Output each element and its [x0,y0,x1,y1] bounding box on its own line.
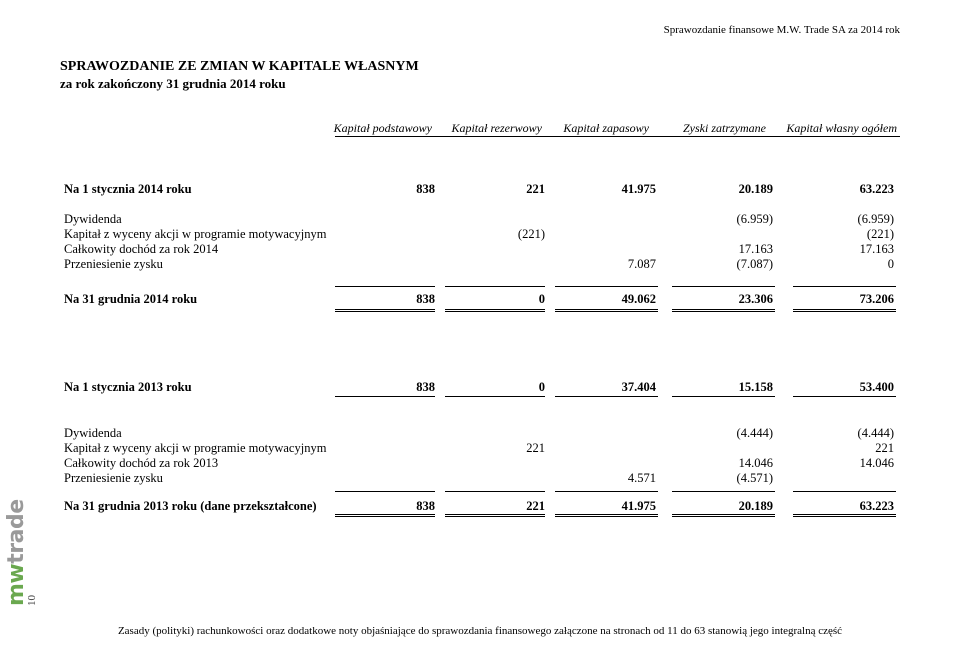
subtotal-rule [672,491,775,492]
cell: 17.163 [738,242,773,256]
subtotal-rule [445,396,545,397]
table-row [64,257,904,273]
total-rule [445,309,545,312]
cell: (6.959) [736,212,773,226]
total-rule [555,514,658,517]
row-label: Przeniesienie zysku [64,471,163,485]
cell: 838 [416,182,435,196]
cell: 221 [875,441,894,455]
column-header-retained-earnings: Zyski zatrzymane [683,121,766,135]
statement-title: SPRAWOZDANIE ZE ZMIAN W KAPITALE WŁASNYM [60,59,419,74]
row-label: Kapitał z wyceny akcji w programie motywacyjnym [64,227,327,241]
table-row-opening-2014 [64,182,904,198]
cell: (6.959) [857,212,894,226]
cell: (4.444) [857,426,894,440]
subtotal-rule [445,491,545,492]
cell: 0 [538,380,545,394]
cell: 49.062 [621,292,656,306]
subtotal-rule [555,396,658,397]
total-rule [793,309,896,312]
row-label: Dywidenda [64,212,122,226]
row-label: Na 31 grudnia 2013 roku (dane przekształcone) [64,499,317,513]
row-label: Całkowity dochód za rok 2013 [64,456,219,470]
cell: (7.087) [736,257,773,271]
total-rule [672,309,775,312]
row-label: Na 31 grudnia 2014 roku [64,292,198,306]
logo-mw: mw [4,563,29,606]
table-row-closing-2013 [64,499,904,515]
statement-subtitle: za rok zakończony 31 grudnia 2014 roku [60,76,286,91]
cell: 20.189 [738,182,773,196]
cell: 14.046 [738,456,773,470]
cell: 15.158 [738,380,773,394]
column-header-supplementary-capital: Kapitał zapasowy [563,121,649,135]
cell: 838 [416,292,435,306]
subtotal-rule [793,491,896,492]
table-row-closing-2014 [64,292,904,308]
footer-note: Zasady (polityki) rachunkowości oraz dodatkowe noty objaśniające do sprawozdania finansowego załączone na stronach od 11 do 63 stanowią jego integralną część [117,625,843,637]
subtotal-rule [335,396,435,397]
total-rule [672,514,775,517]
cell: 221 [526,499,545,513]
table-row [64,456,904,472]
row-label: Przeniesienie zysku [64,257,163,271]
company-logo [4,499,29,606]
column-header-reserve-capital: Kapitał rezerwowy [451,121,542,135]
cell: 838 [416,380,435,394]
cell: 41.975 [621,499,656,513]
cell: 4.571 [627,471,656,485]
row-label: Na 1 stycznia 2013 roku [64,380,192,394]
cell: (221) [517,227,545,241]
row-label: Dywidenda [64,426,122,440]
subtotal-rule [335,286,435,287]
column-header-total-equity: Kapitał własny ogółem [786,121,897,135]
subtotal-rule [335,491,435,492]
table-row [64,227,904,243]
subtotal-rule [793,286,896,287]
table-row [64,441,904,457]
row-label: Całkowity dochód za rok 2014 [64,242,219,256]
subtotal-rule [672,396,775,397]
subtotal-rule [672,286,775,287]
cell: 23.306 [738,292,773,306]
cell: 7.087 [627,257,656,271]
cell: 221 [526,182,545,196]
cell: 73.206 [859,292,894,306]
cell: (221) [866,227,894,241]
subtotal-rule [555,286,658,287]
header-note: Sprawozdanie finansowe M.W. Trade SA za 2014 rok [663,24,900,36]
cell: 63.223 [859,182,894,196]
total-rule [445,514,545,517]
table-row-opening-2013 [64,380,904,396]
cell: 221 [526,441,545,455]
total-rule [555,309,658,312]
page-number: 10 [26,595,38,606]
row-label: Na 1 stycznia 2014 roku [64,182,192,196]
table-row [64,426,904,442]
cell: (4.571) [736,471,773,485]
subtotal-rule [793,396,896,397]
total-rule [335,514,435,517]
cell: 63.223 [859,499,894,513]
table-row [64,242,904,258]
cell: 20.189 [738,499,773,513]
cell: 53.400 [859,380,894,394]
logo-trade: trade [4,499,29,564]
table-row [64,471,904,487]
cell: 0 [538,292,545,306]
cell: 14.046 [859,456,894,470]
subtotal-rule [555,491,658,492]
subtotal-rule [445,286,545,287]
cell: (4.444) [736,426,773,440]
cell: 838 [416,499,435,513]
table-row [64,212,904,228]
row-label: Kapitał z wyceny akcji w programie motywacyjnym [64,441,327,455]
cell: 41.975 [621,182,656,196]
cell: 0 [887,257,894,271]
header-divider [335,136,900,137]
total-rule [335,309,435,312]
column-header-share-capital: Kapitał podstawowy [333,121,432,135]
total-rule [793,514,896,517]
cell: 37.404 [621,380,656,394]
cell: 17.163 [859,242,894,256]
